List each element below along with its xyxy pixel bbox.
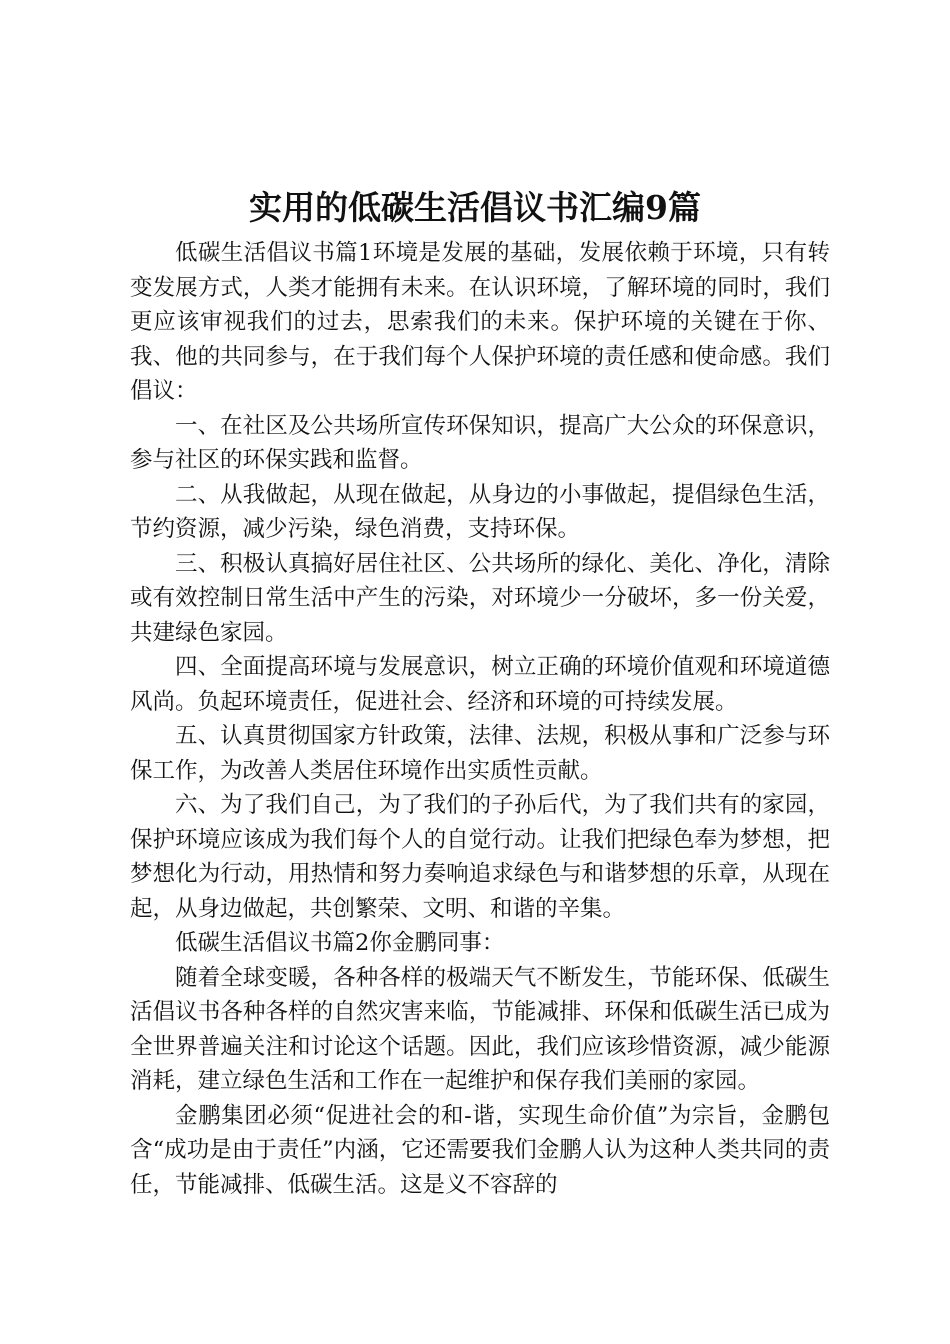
paragraph: 三、积极认真搞好居住社区、公共场所的绿化、美化、净化，清除或有效控制日常生活中产生的污染，对环境少一分破坏，多一份关爱，共建绿色家园。 — [130, 550, 830, 646]
paragraph: 四、全面提高环境与发展意识，树立正确的环境价值观和环境道德风尚。负起环境责任，促进社会、经济和环境的可持续发展。 — [130, 654, 830, 715]
paragraph: 低碳生活倡议书篇2你金鹏同事： — [175, 930, 505, 956]
paragraph: 金鹏集团必须“促进社会的和-谐，实现生命价值”为宗旨，金鹏包含“成功是由于责任”内涵，它还需要我们金鹏人认为这种人类共同的责任，节能减排、低碳生活。这是义不容辞的 — [130, 1102, 830, 1198]
document-body — [130, 236, 830, 1202]
paragraph: 随着全球变暖，各种各样的极端天气不断发生，节能环保、低碳生活倡议书各种各样的自然灾害来临，节能减排、环保和低碳生活已成为全世界普遍关注和讨论这个话题。因此，我们应该珍惜资源，减少能源消耗，建立绿色生活和工作在一起维护和保存我们美丽的家园。 — [130, 964, 830, 1094]
paragraph: 一、在社区及公共场所宣传环保知识，提高广大公众的环保意识，参与社区的环保实践和监督。 — [130, 412, 830, 473]
paragraph: 六、为了我们自己，为了我们的子孙后代，为了我们共有的家园，保护环境应该成为我们每个人的自觉行动。让我们把绿色奉为梦想，把梦想化为行动，用热情和努力奏响追求绿色与和谐梦想的乐章，从现在起，从身边做起，共创繁荣、文明、和谐的辛集。 — [130, 792, 830, 922]
paragraph: 低碳生活倡议书篇1环境是发展的基础，发展依赖于环境，只有转变发展方式，人类才能拥有未来。在认识环境，了解环境的同时，我们更应该审视我们的过去，思索我们的未来。保护环境的关键在于你、我、他的共同参与，在于我们每个人保护环境的责任感和使命感。我们倡议： — [130, 240, 830, 404]
paragraph: 二、从我做起，从现在做起，从身边的小事做起，提倡绿色生活，节约资源，减少污染，绿色消费，支持环保。 — [130, 481, 830, 542]
document-title: 实用的低碳生活倡议书汇编9篇 — [249, 188, 701, 227]
paragraph: 五、认真贯彻国家方针政策，法律、法规，积极从事和广泛参与环保工作，为改善人类居住环境作出实质性贡献。 — [130, 723, 830, 784]
